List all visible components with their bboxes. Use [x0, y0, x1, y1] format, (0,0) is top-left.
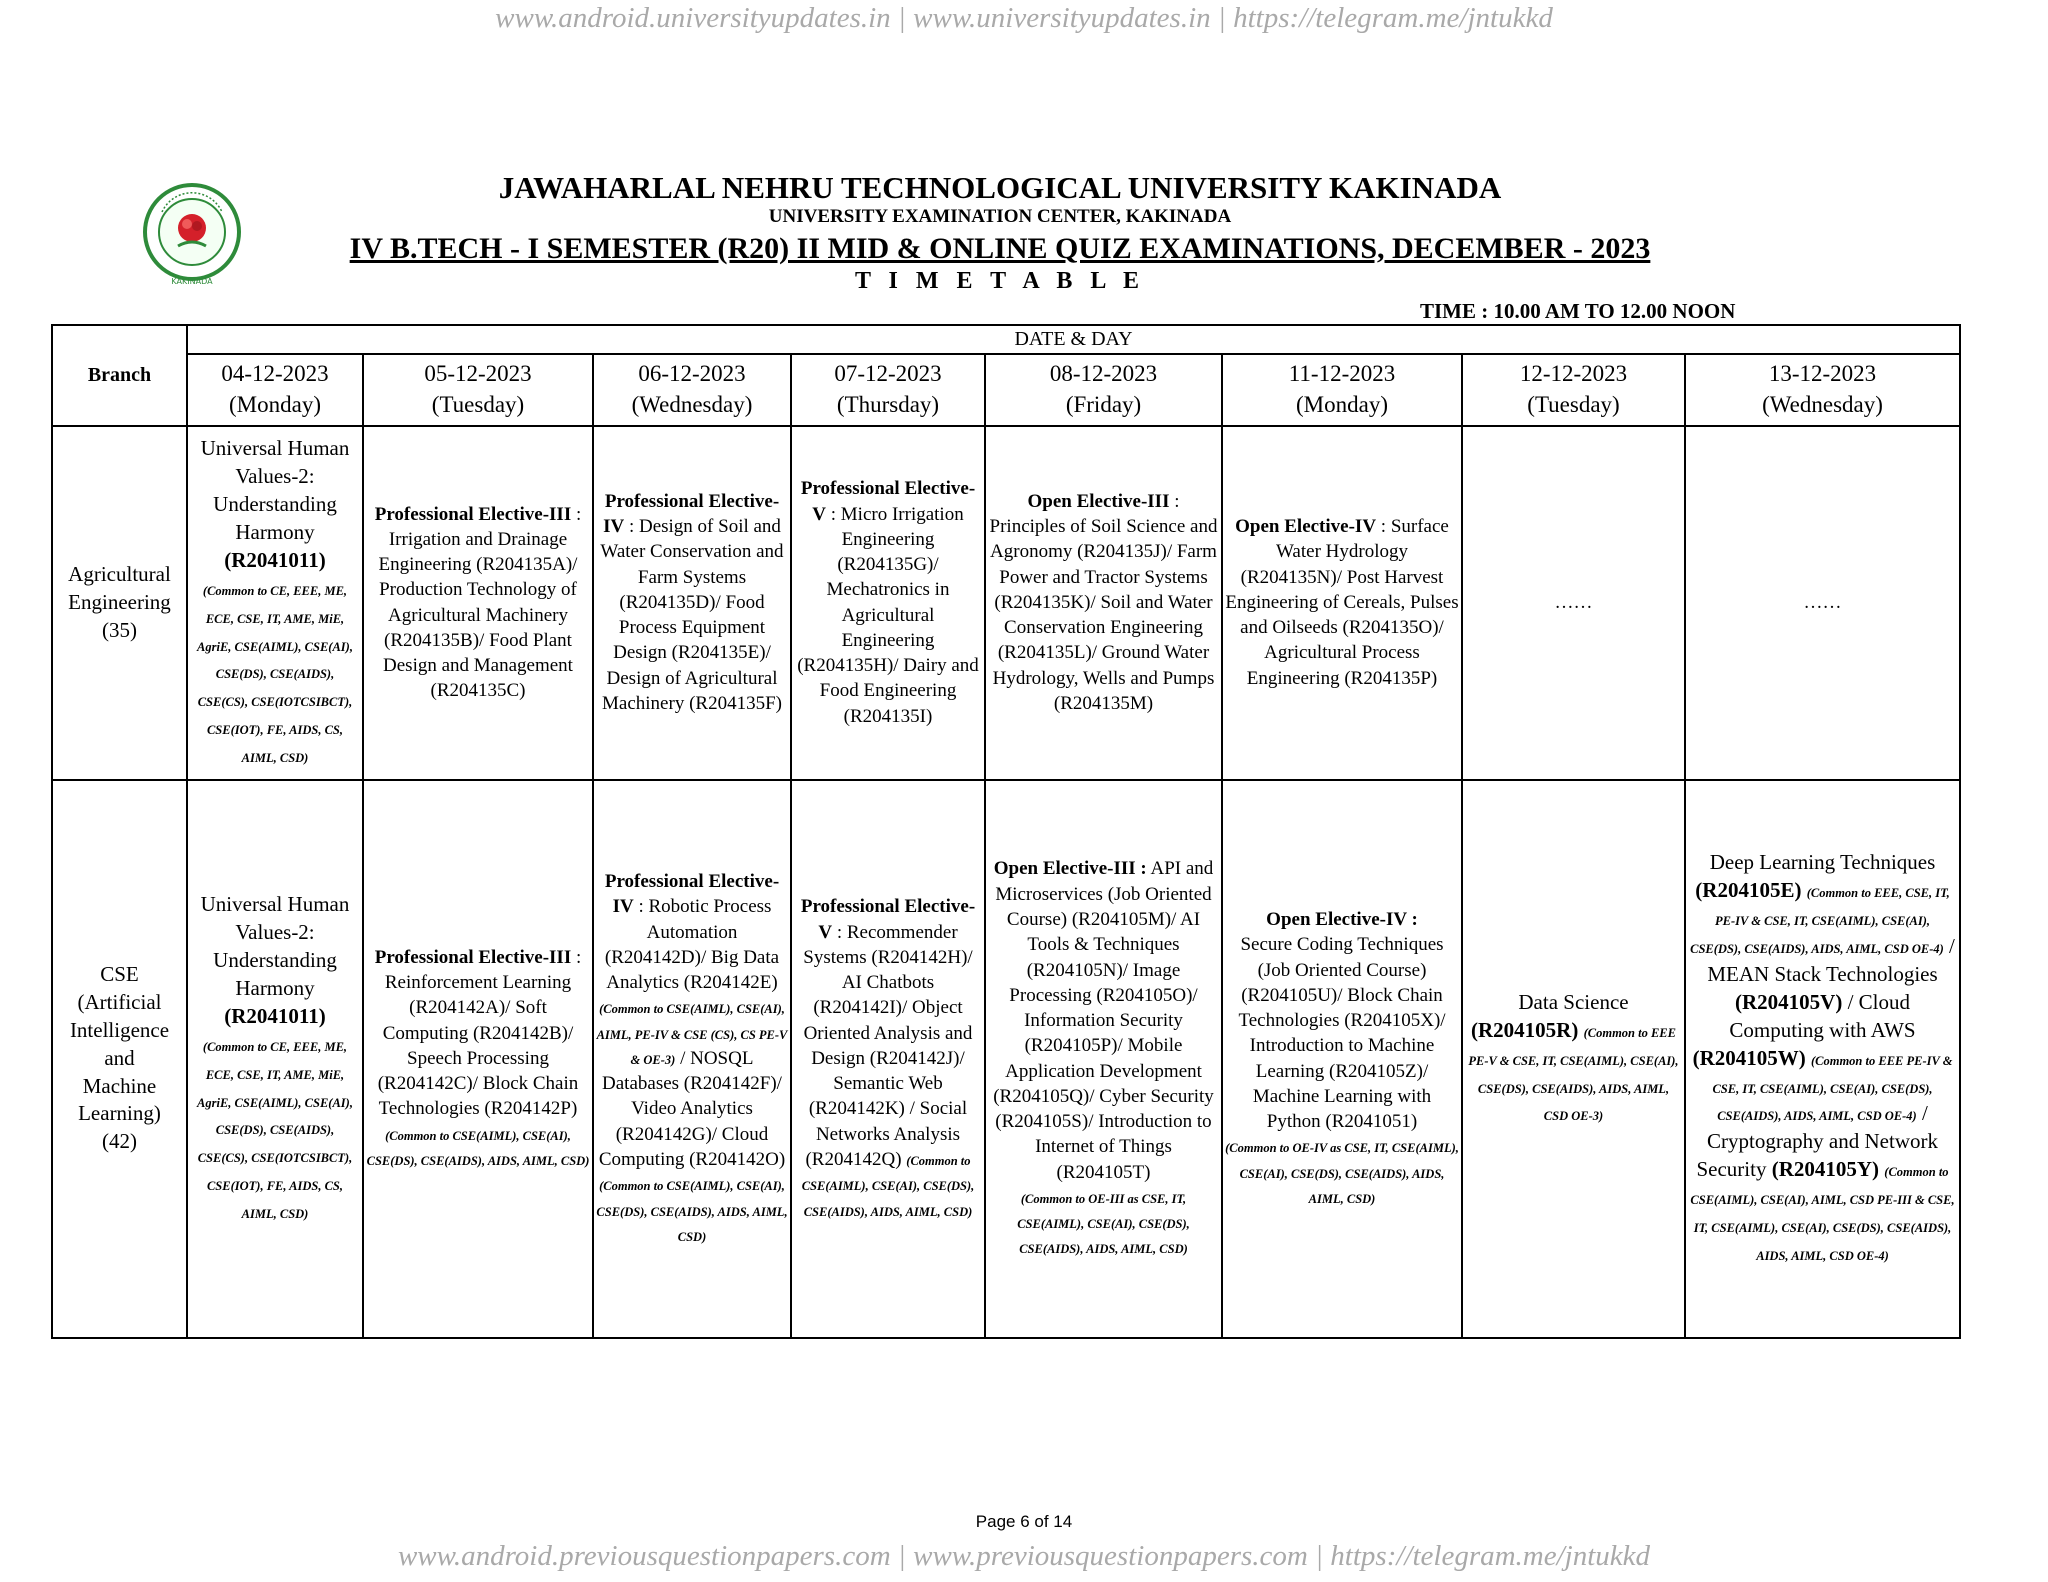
- elective-heading: Open Elective-IV :: [1266, 909, 1418, 930]
- subject-cell: [1222, 426, 1462, 780]
- university-seal-logo: [142, 182, 242, 286]
- date-text: 06-12-2023: [638, 361, 746, 387]
- subject-text: API and Microservices (Job Oriented Course) (R204105M)/ AI Tools & Techniques (R204105N)/ Image Processing (R204105O)/ Information Security (R204105P)/ Mobile Application Development (R204105Q)/ Cyber Security (R204105S)/ Introduction to Internet of Things (R204105T): [993, 858, 1214, 1183]
- common-note: (Common to OE-III as CSE, IT, CSE(AIML), CSE(AI), CSE(DS), CSE(AIDS), AIDS, AIML, CSD): [1017, 1191, 1190, 1257]
- date-text: 04-12-2023: [221, 361, 329, 387]
- common-note: (Common to CSE(AIML), CSE(AI), CSE(DS), CSE(AIDS), AIDS, AIML, CSD): [801, 1154, 975, 1219]
- day-text: (Monday): [1296, 391, 1388, 417]
- timetable: [51, 324, 1961, 1339]
- subject-text: : Robotic Process Automation (R204142D)/ Big Data Analytics (R204142E): [604, 896, 780, 994]
- date-text: 12-12-2023: [1519, 361, 1628, 387]
- subject-cell: [593, 426, 791, 780]
- subject-text: Deep Learning Techniques: [1709, 850, 1936, 875]
- elective-heading: Open Elective-IV: [1235, 516, 1377, 538]
- elective-heading: Professional Elective-III: [374, 946, 572, 968]
- subject-cell: [985, 780, 1222, 1338]
- subject-text: / Cloud Computing with AWS: [1729, 989, 1916, 1042]
- university-title: JAWAHARLAL NEHRU TECHNOLOGICAL UNIVERSITY KAKINADA: [498, 170, 1502, 205]
- subject-code: (R204105V): [1735, 989, 1843, 1014]
- branch-line: Agricultural: [68, 561, 171, 586]
- branch-line: (35): [102, 617, 137, 642]
- date-header: [791, 354, 985, 426]
- subject-code: (R2041011): [224, 547, 326, 572]
- table-row: [52, 780, 1960, 1338]
- common-note: (Common to CSE(AIML), CSE(AI), AIML, PE-IV & CSE (CS), CS PE-V & OE-3): [596, 1002, 788, 1067]
- elective-heading: Professional Elective-V: [800, 478, 976, 525]
- branch-header: Branch: [52, 325, 187, 426]
- subject-text: : Recommender Systems (R204142H)/ AI Chatbots (R204142I)/ Object Oriented Analysis and Design (R204142J)/ Semantic Web (R204142K) / Social Networks Analysis (R204142Q): [803, 921, 973, 1171]
- date-day-header: DATE & DAY: [187, 325, 1960, 354]
- subject-cell: [985, 426, 1222, 780]
- branch-cell: [52, 780, 187, 1338]
- watermark-bottom: www.android.previousquestionpapers.com | www.previousquestionpapers.com | https://telegram.me/jntukkd: [397, 1540, 1651, 1572]
- date-text: 11-12-2023: [1288, 361, 1396, 387]
- branch-line: (42): [102, 1129, 137, 1154]
- exam-center: UNIVERSITY EXAMINATION CENTER, KAKINADA: [768, 206, 1232, 227]
- subject-text: / Cryptography and Network Security: [1696, 1101, 1938, 1182]
- branch-line: Learning): [78, 1101, 161, 1126]
- elective-heading: Professional Elective-V: [800, 896, 976, 943]
- elective-heading: Professional Elective-III: [374, 503, 572, 525]
- subject-cell: [187, 426, 363, 780]
- date-text: 05-12-2023: [424, 361, 532, 387]
- subject-text: : Irrigation and Drainage Engineering (R204135A)/ Production Technology of Agricultural Machinery (R204135B)/ Food Plant Design and Management (R204135C): [378, 503, 582, 702]
- day-text: (Friday): [1065, 391, 1142, 417]
- subject-line: Values-2:: [235, 919, 315, 944]
- day-text: (Monday): [229, 391, 321, 417]
- table-row: [52, 426, 1960, 780]
- day-text: (Tuesday): [1527, 391, 1620, 417]
- subject-cell: [1685, 780, 1960, 1338]
- subject-cell: [1462, 780, 1685, 1338]
- watermark-top: www.android.universityupdates.in | www.universityupdates.in | https://telegram.me/jntukkd: [495, 2, 1553, 34]
- subject-text: Data Science: [1518, 989, 1629, 1014]
- subject-cell: [363, 780, 593, 1338]
- date-header: [985, 354, 1222, 426]
- common-note: (Common to CSE(AIML), CSE(AI), AIML, CSD PE-III & CSE, IT, CSE(AIML), CSE(AI), CSE(DS), CSE(AIDS), AIDS, AIML, CSD OE-4): [1690, 1165, 1955, 1264]
- subject-line: Understanding: [213, 947, 337, 972]
- date-text: 07-12-2023: [834, 361, 942, 387]
- subject-text: : Reinforcement Learning (R204142A)/ Soft Computing (R204142B)/ Speech Processing (R204142C)/ Block Chain Technologies (R204142P): [377, 946, 582, 1120]
- timetable-subtitle: T I M E T A B L E: [854, 268, 1146, 294]
- subject-code: (R204105R): [1471, 1017, 1579, 1042]
- logo-text: KAKINADA: [171, 277, 213, 286]
- subject-code: (R2041011): [224, 1003, 326, 1028]
- subject-text: / MEAN Stack Technologies: [1707, 933, 1955, 986]
- subject-text: : Micro Irrigation Engineering (R204135G)/ Mechatronics in Agricultural Engineering (R204135H)/ Dairy and Food Engineering (R204135I): [797, 503, 979, 727]
- common-note: (Common to EEE PE-IV & CSE, IT, CSE(AIML), CSE(AI), CSE(DS), CSE(AIDS), AIDS, AIML, CSD OE-4): [1712, 1053, 1953, 1124]
- subject-code: (R204105Y): [1771, 1157, 1880, 1182]
- branch-line: CSE: [100, 961, 139, 986]
- empty-cell: ……: [1685, 426, 1960, 780]
- day-text: (Tuesday): [431, 391, 525, 417]
- day-text: (Wednesday): [1762, 391, 1883, 417]
- subject-text: / NOSQL Databases (R204142F)/ Video Analytics (R204142G)/ Cloud Computing (R204142O): [598, 1047, 786, 1171]
- subject-line: Harmony: [235, 519, 315, 544]
- subject-line: Values-2:: [235, 463, 315, 488]
- date-header: [593, 354, 791, 426]
- date-header: [1685, 354, 1960, 426]
- branch-line: Machine: [82, 1073, 157, 1098]
- date-text: 13-12-2023: [1768, 361, 1877, 387]
- subject-cell: [593, 780, 791, 1338]
- common-note: (Common to OE-IV as CSE, IT, CSE(AIML), CSE(AI), CSE(DS), CSE(AIDS), AIDS, AIML, CSD): [1225, 1141, 1459, 1206]
- branch-line: and: [104, 1045, 135, 1070]
- exam-title: IV B.TECH - I SEMESTER (R20) II MID & ONLINE QUIZ EXAMINATIONS, DECEMBER - 2023: [349, 232, 1651, 265]
- branch-line: (Artificial: [77, 989, 162, 1014]
- day-text: (Thursday): [836, 391, 940, 417]
- subject-line: Universal Human: [200, 436, 350, 461]
- subject-code: (R204105E): [1695, 878, 1802, 903]
- common-note: (Common to CE, EEE, ME, ECE, CSE, IT, AME, MiE, AgriE, CSE(AIML), CSE(AI), CSE(DS), CSE(AIDS), CSE(CS), CSE(IOTCSIBCT), CSE(IOT), FE, AIDS, CS, AIML, CSD): [197, 583, 353, 766]
- subject-line: Harmony: [235, 975, 315, 1000]
- date-text: 08-12-2023: [1049, 361, 1158, 387]
- common-note: (Common to CE, EEE, ME, ECE, CSE, IT, AME, MiE, AgriE, CSE(AIML), CSE(AI), CSE(DS), CSE(AIDS), CSE(CS), CSE(IOTCSIBCT), CSE(IOT), FE, AIDS, CS, AIML, CSD): [197, 1039, 353, 1222]
- common-note: (Common to EEE, CSE, IT, PE-IV & CSE, IT, CSE(AIML), CSE(AI), CSE(DS), CSE(AIDS), AIDS, AIML, CSD OE-4): [1690, 886, 1950, 956]
- subject-text: : Design of Soil and Water Conservation and Farm Systems (R204135D)/ Food Process Equipment Design (R204135E)/ Design of Agricultural Machinery (R204135F): [600, 516, 784, 715]
- day-text: (Wednesday): [631, 391, 753, 417]
- common-note: (Common to CSE(AIML), CSE(AI), CSE(DS), CSE(AIDS), AIDS, AIML, CSD): [596, 1179, 788, 1244]
- subject-line: Understanding: [213, 491, 337, 516]
- branch-line: Engineering: [68, 589, 171, 614]
- elective-heading: Professional Elective-IV: [603, 490, 780, 538]
- empty-cell: ……: [1462, 426, 1685, 780]
- subject-text: Secure Coding Techniques (Job Oriented Course) (R204105U)/ Block Chain Technologies (R204105X)/ Introduction to Machine Learning (R204105Z)/ Machine Learning with Python (R2041051): [1238, 934, 1446, 1133]
- date-header: [1222, 354, 1462, 426]
- elective-heading: Open Elective-III: [1027, 490, 1170, 512]
- date-header: [187, 354, 363, 426]
- common-note: (Common to EEE PE-V & CSE, IT, CSE(AIML), CSE(AI), CSE(DS), CSE(AIDS), AIDS, AIML, CSD OE-3): [1468, 1025, 1679, 1124]
- elective-heading: Professional Elective-IV: [604, 871, 780, 918]
- branch-cell: [52, 426, 187, 780]
- date-header: [1462, 354, 1685, 426]
- subject-cell: [187, 780, 363, 1338]
- subject-cell: [363, 426, 593, 780]
- subject-text: : Surface Water Hydrology (R204135N)/ Post Harvest Engineering of Cereals, Pulses and Oilseeds (R204135O)/ Agricultural Process Engineering (R204135P): [1225, 516, 1459, 689]
- subject-cell: [1222, 780, 1462, 1338]
- common-note: (Common to CSE(AIML), CSE(AI), CSE(DS), CSE(AIDS), AIDS, AIML, CSD): [366, 1128, 590, 1169]
- branch-line: Intelligence: [69, 1017, 170, 1042]
- elective-heading: Open Elective-III :: [993, 858, 1147, 880]
- page-number: Page 6 of 14: [975, 1512, 1073, 1531]
- exam-time: TIME : 10.00 AM TO 12.00 NOON: [1420, 299, 1736, 323]
- subject-text: : Principles of Soil Science and Agronomy (R204135J)/ Farm Power and Tractor Systems (R204135K)/ Soil and Water Conservation Engineering (R204135L)/ Ground Water Hydrology, Wells and Pumps (R204135M): [989, 490, 1218, 715]
- subject-cell: [791, 780, 985, 1338]
- subject-code: (R204105W): [1692, 1045, 1806, 1070]
- subject-line: Universal Human: [200, 892, 350, 917]
- date-header: [363, 354, 593, 426]
- subject-cell: [791, 426, 985, 780]
